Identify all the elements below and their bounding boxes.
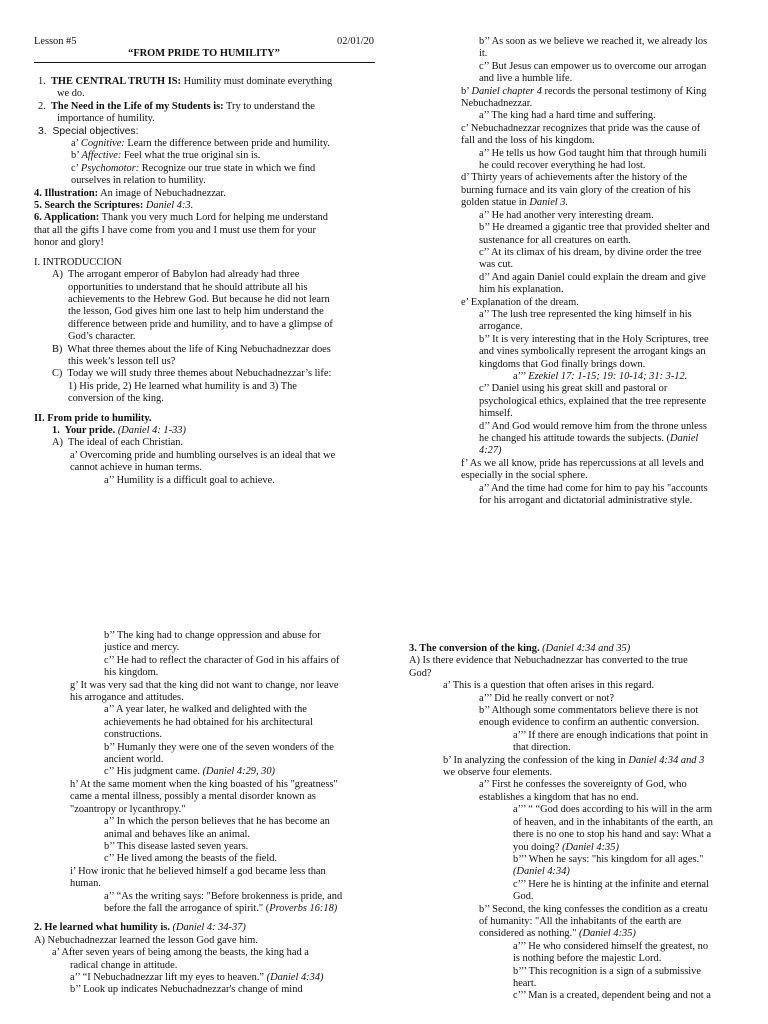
text-line <box>0 891 736 903</box>
text-line <box>0 941 736 953</box>
line-text: b’ <box>71 150 82 162</box>
text-line <box>0 98 736 110</box>
line-text: a’’ And the time had come for him to pay his "accounts <box>479 482 708 494</box>
line-text: c’’ But Jesus can empower us to overcome our arrogan <box>479 60 707 72</box>
line-text: kingdoms that God finally brings down. <box>479 358 646 370</box>
line-text: a’’’ “ “God does according to his will in the arm <box>513 804 713 816</box>
text-line <box>0 210 736 222</box>
text-line <box>0 123 736 135</box>
text-line <box>0 978 736 990</box>
line-text: God. <box>513 891 534 903</box>
line-text: b’’ As soon as we believe we reached it, we already los <box>479 36 708 47</box>
text-line <box>0 866 736 878</box>
line-text: importance of humility. <box>57 113 155 125</box>
line-text: A) The arrogant emperor of Babylon had already had three <box>52 269 300 281</box>
line-text: a’’ “I Nebuchadnezzar lift my eyes to heaven.” <box>70 971 267 983</box>
text-line <box>0 643 736 655</box>
line-text: considered as nothing." <box>479 928 580 940</box>
line-text: enough evidence to confirm an authentic conversion. <box>479 717 700 729</box>
text-line <box>0 247 736 259</box>
line-text: of heaven, and in the inhabitants of the earth, an <box>513 816 713 828</box>
line-text: his arrogance and attitudes. <box>70 692 184 704</box>
line-text: psychological ethics, explained that the tree represente <box>479 395 707 407</box>
line-text: I. INTRODUCCION <box>34 256 122 268</box>
line-text: achievements to the Hebrew God. But because he did not learn <box>68 293 330 305</box>
line-text: difference between pride and humility, and to have a glimpse of <box>68 318 333 330</box>
line-text: constructions. <box>104 729 163 741</box>
line-text: and live a humble life. <box>479 73 573 85</box>
text-line <box>0 135 736 150</box>
text-line <box>0 380 736 395</box>
line-text: b’’ Look up indicates Nebuchadnezzar's change of mind <box>70 984 303 996</box>
line-text: ancient world. <box>104 754 164 766</box>
italic-reference: (Daniel 4:35) <box>579 928 636 940</box>
italic-reference: Cognitive: <box>80 138 125 150</box>
italic-reference: (Daniel 4:35) <box>562 841 619 853</box>
bold-text: 6. Application: <box>34 212 100 224</box>
lesson-title: “FROM PRIDE TO HUMILITY” <box>128 48 280 59</box>
line-text: Try to understand the <box>223 100 315 112</box>
line-text: h’ At the same moment when the king boasted of his "greatness" <box>70 778 338 790</box>
line-text: this week’s lesson tell us? <box>68 355 176 367</box>
line-text: a’’ Humility is a difficult goal to achieve. <box>104 474 275 486</box>
line-text: the lesson, God gives him one last to help him understand the <box>68 306 324 318</box>
line-text: was cut. <box>479 259 514 271</box>
line-text: him his explanation. <box>479 284 564 296</box>
line-text: himself. <box>479 408 513 420</box>
line-text-continued: records the personal testimony of King <box>541 85 707 97</box>
line-text: a’ After seven years of being among the beasts, the king had a <box>52 947 309 959</box>
text-line <box>0 408 736 420</box>
line-text-continued: Recognize our true state in which we find <box>139 162 316 174</box>
text-line <box>0 680 736 692</box>
text-line <box>0 668 736 680</box>
text-line <box>0 48 736 60</box>
line-text: b’’ Second, the king confesses the condition as a creatu <box>479 903 708 915</box>
line-text: c’’ He lived among the beasts of the field. <box>104 853 278 865</box>
line-text: Nebuchadnezzar. <box>461 98 533 110</box>
line-text: before the fall the arrogance of spirit." ( <box>104 902 270 914</box>
text-line <box>0 110 736 125</box>
line-text: of humanity: "All the inhabitants of the earth are <box>479 915 682 927</box>
line-text: A) The ideal of each Christian. <box>52 437 184 449</box>
list-number: 2. <box>38 100 51 112</box>
line-text: a’ <box>71 138 81 150</box>
text-line <box>0 235 736 247</box>
line-text: a’’’ If there are enough indications that point in <box>513 729 709 741</box>
line-text: especially in the social sphere. <box>461 470 588 482</box>
text-line <box>0 730 736 742</box>
text-line <box>0 160 736 172</box>
line-text: there is no one to stop his hand and say: What a <box>513 829 712 841</box>
bold-text: THE CENTRAL TRUTH IS: <box>51 76 182 87</box>
text-line <box>0 717 736 729</box>
line-text: e’ Explanation of the dream. <box>461 296 579 308</box>
line-text: b’’ This disease lasted seven years. <box>104 840 249 852</box>
text-line <box>0 281 736 296</box>
italic-reference: (Daniel 4:34) <box>513 866 570 878</box>
line-text: he changed his attitude towards the subjects. ( <box>479 433 671 444</box>
line-text: i’ How ironic that he believed himself a god became less than <box>70 865 326 877</box>
line-text: b’’’ This recognition is a sign of a submissive <box>513 965 701 977</box>
text-line <box>0 256 736 271</box>
line-text: opportunities to understand that he should attribute all his <box>68 281 308 293</box>
line-text: a’’ A year later, he walked and delighted with the <box>104 704 307 716</box>
line-text: we observe four elements. <box>443 767 553 779</box>
line-text: a’’ The king had a hard time and suffering. <box>479 110 656 122</box>
list-number: 3. <box>38 125 53 137</box>
text-line <box>0 359 736 371</box>
line-text: d’’ And again Daniel could explain the dream and give <box>479 271 706 283</box>
text-line <box>0 966 736 978</box>
line-text: heart. <box>513 977 537 989</box>
line-text: that direction. <box>513 742 571 754</box>
text-line <box>0 222 736 234</box>
line-text: c’’ He had to reflect the character of God in his affairs of <box>104 654 340 666</box>
line-text: g’ It was very sad that the king did not want to change, nor leave <box>70 679 339 691</box>
text-line <box>0 817 736 829</box>
text-line <box>0 309 736 321</box>
line-text: radical change in attitude. <box>70 959 178 971</box>
text-line <box>0 904 736 916</box>
line-text: b’’ It is very interesting that in the Holy Scriptures, tree <box>479 333 709 345</box>
text-line <box>0 458 736 470</box>
line-text: justice and mercy. <box>104 642 180 654</box>
line-text: God’s character. <box>68 331 136 343</box>
text-line <box>0 297 736 309</box>
line-text: a’’’ He who considered himself the greatest, no <box>513 940 709 952</box>
line-text: a’’’ Did he really convert or not? <box>479 692 615 704</box>
text-line <box>0 272 736 284</box>
line-text: arrogance. <box>479 321 523 333</box>
line-text: you doing? <box>513 841 563 853</box>
line-text: we do. <box>57 88 85 100</box>
text-line <box>0 334 736 346</box>
text-line <box>0 470 736 482</box>
line-text: honor and glory! <box>34 237 104 249</box>
text-line <box>0 705 736 717</box>
line-text: a’’ In which the person believes that he has become an <box>104 816 330 828</box>
line-text: c’’’ Man is a created, dependent being and not a <box>513 990 711 1002</box>
text-line <box>0 953 736 965</box>
line-text: A) Nebuchadnezzar learned the lesson God gave him. <box>34 934 258 946</box>
bold-text: 2. He learned what humility is. <box>34 922 170 934</box>
text-line <box>0 916 736 928</box>
line-text: C) Today we will study three themes about Nebuchadnezzar’s life: <box>52 368 332 380</box>
line-text: f’ As we all know, pride has repercussions at all levels and <box>461 457 704 469</box>
bold-text: 3. The conversion of the king. <box>409 643 540 654</box>
line-text-continued: Learn the difference between pride and humility. <box>124 138 330 150</box>
line-text: d’ Thirty years of achievements after the history of the <box>461 172 688 184</box>
text-line <box>0 928 736 940</box>
line-text: c’’’ Here he is hinting at the infinite and eternal <box>513 878 709 890</box>
italic-reference: Proverbs 16:18) <box>269 902 338 914</box>
line-text: An image of Nebuchadnezzar. <box>98 187 226 199</box>
text-line <box>0 61 736 73</box>
text-line <box>0 433 736 445</box>
line-text: establishes a kingdom that has no end. <box>479 791 639 803</box>
italic-reference: (Daniel 4:34) <box>266 971 324 983</box>
line-text: ourselves in relation to humility. <box>71 175 206 187</box>
line-text: a’’ He had another very interesting dream. <box>479 209 654 221</box>
italic-reference: Daniel chapter 4 <box>471 85 542 97</box>
line-text: c’’ His judgment came. <box>104 766 203 778</box>
line-text: Thank you very much Lord for helping me understand <box>99 212 328 224</box>
text-line <box>0 421 736 433</box>
line-text: b’’ Although some commentators believe there is not <box>479 705 699 717</box>
line-text: is nothing before the majestic Lord. <box>513 953 662 965</box>
text-line <box>0 73 736 85</box>
text-line <box>0 829 736 841</box>
list-number: 1. <box>38 76 51 87</box>
italic-reference: Daniel 4:3. <box>143 200 194 212</box>
line-text: A) Is there evidence that Nebuchadnezzar has converted to the true <box>409 655 688 667</box>
text-line <box>0 36 736 48</box>
line-text: a’’ He tells us how God taught him that through humili <box>479 147 707 159</box>
text-line <box>0 445 736 457</box>
page1-right-column <box>0 36 736 507</box>
text-line <box>0 197 736 212</box>
line-text: he could recover everything he had lost. <box>479 160 646 172</box>
line-text: burning furnace and its vain glory of the creation of his <box>461 184 691 196</box>
line-text: b’ In analyzing the confession of the king in <box>443 754 629 766</box>
line-text: b’’ The king had to change oppression and abuse for <box>104 630 321 641</box>
bold-text: 1. Your pride. <box>52 424 116 436</box>
line-text: conversion of the king. <box>68 393 164 405</box>
line-text: that all the gifts I have come from you and I must use them for your <box>34 224 316 236</box>
text-line <box>0 792 736 804</box>
bold-text: II. From pride to humility. <box>34 412 152 424</box>
page2-right-column <box>0 643 736 1003</box>
line-text: "zoantropy or lycanthropy." <box>70 803 186 815</box>
italic-reference: Affective: <box>81 150 122 162</box>
line-text: Special objectives: <box>52 125 139 137</box>
text-line <box>0 318 736 333</box>
text-line <box>0 655 736 667</box>
bold-text: The Need in the Life of my Students is: <box>51 100 224 112</box>
italic-reference: Daniel 3. <box>529 197 569 209</box>
text-line <box>0 343 736 358</box>
line-text: a’’ The lush tree represented the king himself in his <box>479 308 692 320</box>
text-line <box>0 804 736 816</box>
line-text: achievements he had obtained for his architectural <box>104 716 313 728</box>
line-text: golden statue in <box>461 197 530 209</box>
line-text: fall and the loss of his kingdom. <box>461 135 595 147</box>
text-line <box>0 172 736 187</box>
line-text: God? <box>409 667 432 679</box>
line-text: B) What three themes about the life of King Nebuchadnezzar does <box>52 343 331 355</box>
line-text: c’’ At its climax of his dream, by divine order the tree <box>479 246 702 258</box>
line-text: b’’ Humanly they were one of the seven wonders of the <box>104 741 334 753</box>
line-text: c’’ Daniel using his great skill and pastoral or <box>479 383 668 395</box>
line-text: d’’ And God would remove him from the throne unless <box>479 420 707 432</box>
text-line <box>0 742 736 754</box>
line-text: Humility must dominate everything <box>181 76 333 87</box>
line-text: a’ Overcoming pride and humbling ourselves is an ideal that we <box>70 449 336 461</box>
bold-text: 5. Search the Scriptures: <box>34 200 144 212</box>
text-line <box>0 842 736 854</box>
bold-text: 4. Illustration: <box>34 187 99 199</box>
line-text: b’’ He dreamed a gigantic tree that provided shelter and <box>479 222 710 234</box>
line-text: b’’’ When he says: "his kingdom for all ages." <box>513 853 704 865</box>
line-text: and vines symbolically represent the arrogant kings an <box>479 346 706 358</box>
line-text: a’’ “As the writing says: "Before brokenness is pride, and <box>104 890 343 902</box>
line-text: cannot achieve in human terms. <box>70 462 202 474</box>
text-line <box>0 755 736 767</box>
line-text: c’ Nebuchadnezzar recognizes that pride was the cause of <box>461 122 701 134</box>
italic-reference: (Daniel 4: 1-33) <box>115 424 186 436</box>
line-text: for his arrogant and dictatorial administrative style. <box>479 495 693 507</box>
line-text: b’ <box>461 85 472 97</box>
italic-reference: Ezekiel 17: 1-15; 19: 10-14; 31: 3-12. <box>528 370 688 382</box>
line-text: his kingdom. <box>104 667 159 679</box>
line-text-continued: Feel what the true original sin is. <box>121 150 261 162</box>
text-line <box>0 86 736 98</box>
text-line <box>0 854 736 866</box>
italic-reference: Daniel 4:34 and 3 <box>628 754 705 766</box>
text-line <box>0 779 736 791</box>
line-text: it. <box>479 48 488 60</box>
italic-reference: (Daniel 4:34 and 35) <box>539 643 631 654</box>
text-line <box>0 630 378 642</box>
line-text: a’’’ <box>513 370 529 382</box>
text-line <box>0 693 736 705</box>
italic-reference: (Daniel 4:29, 30) <box>202 766 276 778</box>
line-text: a’ This is a question that often arises in this regard. <box>443 680 655 692</box>
text-line <box>0 371 736 383</box>
line-text: came a mental illness, possibly a mental disorder known as <box>70 791 316 803</box>
text-line <box>0 396 736 408</box>
text-line <box>0 767 736 779</box>
italic-reference: Daniel <box>670 433 699 444</box>
italic-reference: (Daniel 4: 34-37) <box>169 922 246 934</box>
lesson-date: 02/01/20 <box>337 36 374 47</box>
line-text: a’’ First he confesses the sovereignty of God, who <box>479 779 687 791</box>
text-line <box>0 495 736 507</box>
italic-reference: Psychomotor: <box>80 162 140 174</box>
lesson-number: Lesson #5 <box>34 36 77 47</box>
text-line <box>0 879 736 891</box>
line-text: 1) His pride, 2) He learned what humility is and 3) The <box>68 380 297 392</box>
italic-reference: 4:27) <box>479 445 502 457</box>
line-text: animal and behaves like an animal. <box>104 828 250 840</box>
text-line <box>0 990 736 1002</box>
text-line <box>0 148 736 160</box>
line-text: sustenance for all creatures on earth. <box>479 234 631 246</box>
line-text: c’ <box>71 162 81 174</box>
line-text: human. <box>70 878 101 890</box>
text-line <box>0 185 736 197</box>
text-line <box>0 483 736 495</box>
